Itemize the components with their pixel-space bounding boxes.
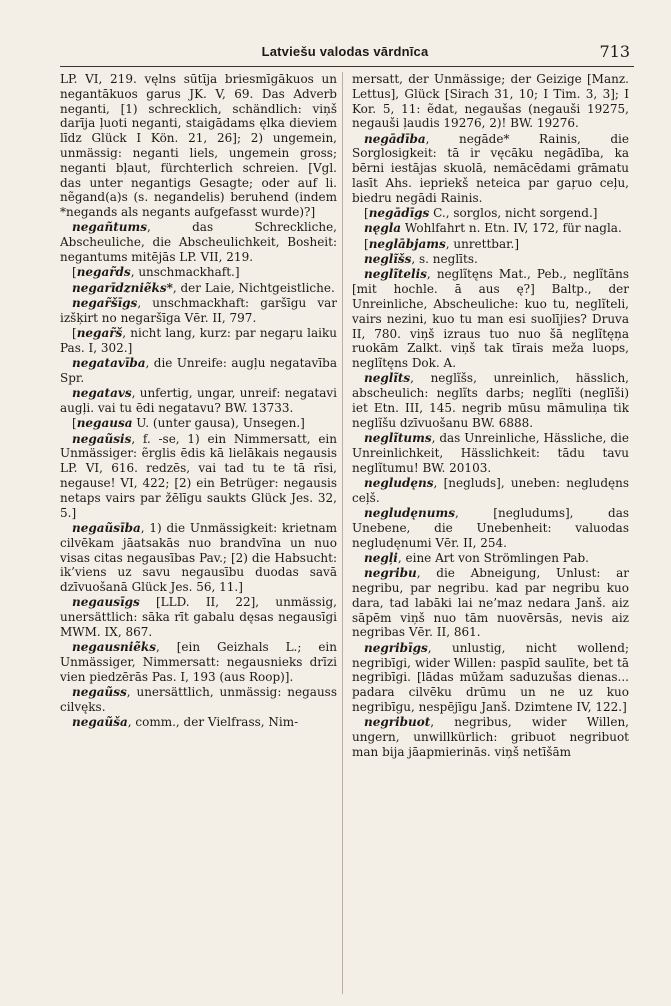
entry-text: nęgla Wohlfahrt n. Etn. IV, 172, für nagla. xyxy=(364,221,622,236)
headword: negausīgs xyxy=(72,595,140,610)
headword: negaũša xyxy=(72,715,128,730)
entry-text: negarīdzniẽks*, der Laie, Nichtgeistliche. xyxy=(72,280,335,295)
headword: negludęnums xyxy=(364,506,455,521)
entry-text: [negar̃ds, unschmackhaft.] xyxy=(72,265,240,280)
entry-text: negribu, die Abneigung, Unlust: ar negribu, par negribu. kad par negribu kuo dara, tad labāki lai ne’maz nedara Janš. aiz sāpēm viņš nuo tām nuovērsās, nevis aiz negribas Vēr. II, 861. xyxy=(352,566,629,640)
entry-text: negatavs, unfertig, ungar, unreif: negatavi augļi. vai tu ēdi negatavu? BW. 13733. xyxy=(60,386,337,416)
headword: neglĩšs xyxy=(364,252,412,267)
headword: negribu xyxy=(364,566,417,581)
headword: negarīdzniẽks* xyxy=(72,280,173,295)
column-divider xyxy=(342,72,343,994)
entry-text: neglĩšs, s. neglīts. xyxy=(364,252,478,267)
headword: negausniẽks xyxy=(72,640,156,655)
entry-text: negribīgs, unlustig, nicht wollend; negribīgi, wider Willen: paspīd saulīte, bet tā negribīgi. [lādas mūžam saduzušas dienas... padara cilvēku drūmu un ne uz kuo negribīgu, nespējīgu Janš. Dzimtene IV, 122.] xyxy=(352,640,629,714)
entry-text: negludęnums, [negludums], das Unebene, die Unebenheit: valuodas negludęnumi Vēr. II, 254. xyxy=(352,506,629,550)
headword: negādība xyxy=(364,131,426,146)
headword: negatavība xyxy=(72,356,146,371)
entry-text: negribuot, negribus, wider Willen, ungern, unwillkürlich: gribuot negribuot man bija jāapmierinās. viņš netīšām xyxy=(352,715,629,759)
entry-text: neglĩtums, das Unreinliche, Hässliche, die Unreinlichkeit, Hässlichkeit: tādu tavu neglĩtumu! BW. 20103. xyxy=(352,431,629,475)
entry-text: negaũša, comm., der Vielfrass, Nim- xyxy=(72,715,299,730)
header-rule xyxy=(60,66,634,67)
headword: negādīgs xyxy=(368,206,430,221)
entry-text: [negausa U. (unter gausa), Unsegen.] xyxy=(72,416,305,431)
headword: neglābjams xyxy=(368,236,446,251)
headword: negaũsība xyxy=(72,520,141,535)
headword: negaũss xyxy=(72,685,127,700)
entry-text: mersatt, der Unmässige; der Geizige [Manz. Lettus], Glück [Sirach 31, 10; I Tim. 3, 3]; I Kor. 5, 11: ẽdat, negaušas (negauši 19275, negauši ļaudis 19276, 2)! BW. 19276. xyxy=(352,72,629,131)
entry-text: negļi, eine Art von Strömlingen Pab. xyxy=(364,551,589,565)
page-number: 713 xyxy=(599,42,630,61)
entry-text: neglĩtelis, neglĩtęns Mat., Peb., neglĩtāns [mit hochle. ā aus ę?] Baltp., der Unreinliche, Abscheuliche: kuo tu, neglĩteli, vairs nezini, kuo tu man esi suolījies? Druva II, 780. viņš izraus tuo nuo šā neglĩtęņa ruokām Zalkt. viņš tak tīrais meža luops, neglĩtęns Dok. A. xyxy=(352,267,629,371)
entry-text: negatavība, die Unreife: augļu negatavība Spr. xyxy=(60,356,337,385)
entry-text: negausniẽks, [ein Geizhals L.; ein Unmässiger, Nimmersatt: negausnieks drīzi vien piedzērās Pas. I, 193 (aus Roop)]. xyxy=(60,640,337,684)
headword: negribuot xyxy=(364,715,431,730)
entry-text: negañtums, das Schreckliche, Abscheuliche, die Abscheulichkeit, Bosheit: negantums mitējās LP. VII, 219. xyxy=(60,220,337,265)
entry-text: [neglābjams, unrettbar.] xyxy=(364,236,520,251)
headword: negar̃ds xyxy=(76,265,131,280)
headword: negļi xyxy=(364,551,398,565)
entry-text: negādība, negāde* Rainis, die Sorglosigkeit: tā ir vęcāku negādība, ka bērni iestājas skuolā, nemācēdami grāmatu lasīt Ahs. iepriekš neteica par gaŗuo ceļu, biedru negādi Rainis. xyxy=(352,131,629,205)
headword: neglĩts xyxy=(364,371,411,386)
headword: negatavs xyxy=(72,386,132,401)
entry-text: [negādīgs C., sorglos, nicht sorgend.] xyxy=(364,206,598,221)
running-title: Latviešu valodas vārdnīca xyxy=(261,44,429,59)
headword: negribīgs xyxy=(364,640,428,655)
headword: negausa xyxy=(76,416,133,431)
right-column xyxy=(352,72,629,992)
entry-text: [negar̃š, nicht lang, kurz: par negaŗu laiku Pas. I, 302.] xyxy=(60,326,337,355)
entry-text: negludęns, [negluds], uneben: negludęns ceļš. xyxy=(352,476,629,505)
headword: nęgla xyxy=(364,221,402,236)
entry-text: neglĩts, neglĩšs, unreinlich, hässlich, abscheulich: neglĩts darbs; neglĩti (neglīši) iet Etn. III, 145. negrib mūsu māmuliņa tik neglĩšu dzīvuošanu BW. 6888. xyxy=(352,371,629,430)
headword: neglĩtelis xyxy=(364,267,427,282)
left-column xyxy=(60,72,337,992)
entry-text: negaũsis, f. -se, 1) ein Nimmersatt, ein Unmässiger: ẽrglis ēdis kā lielākais negausis LP. VI, 616. redzēs, vai tad tu te tā rīsi, negause! VI, 422; [2) ein Betrüger: negausis netaps vairs par žēlīgu saukts Glück Jes. 32, 5.] xyxy=(60,431,337,520)
entry-text: negaũss, unersättlich, unmässig: negauss cilvęks. xyxy=(60,685,337,714)
headword: negaũsis xyxy=(72,431,132,446)
page-header xyxy=(60,44,630,68)
headword: negar̃š xyxy=(76,326,123,341)
headword: negañtums xyxy=(72,220,147,235)
entry-text: negausīgs [LLD. II, 22], unmässig, unersättlich: sāka rīt gabalu dęsas negausīgi MWM. IX, 867. xyxy=(60,595,337,639)
headword: neglĩtums xyxy=(364,431,432,446)
headword: negludęns xyxy=(364,476,434,491)
headword: negar̃šīgs xyxy=(72,295,138,310)
entry-text: negar̃šīgs, unschmackhaft: garšīgu var izšķirt no negaršīga Vēr. II, 797. xyxy=(60,295,337,325)
entry-text: LP. VI, 219. vęlns sūtīja briesmīgākuos un negantākuos garus JK. V, 69. Das Adverb neganti, [1) schrecklich, schändlich: viņš darīja ļuoti neganti, staigādams ęlka dieviem līdz Glück I Kön. 21, 26]; 2) ungemein, unmässig: neganti liels, ungemein gross; neganti bļaut, fürchterlich schreien. [Vgl. das unter negantigs Gesagte; oder auf li. nẽgand(a)s (s. negandelis) beruhend (indem *negands als negants aufgefasst wurde)?] xyxy=(60,72,337,220)
entry-text: negaũsība, 1) die Unmässigkeit: krietnam cilvēkam jāatsakās nuo brandvīna un nuo visas citas negausības Pav.; [2) die Habsucht: ik’viens uz savu negausību duodas savā dzīvuošanā Glück Jes. 56, 11.] xyxy=(60,520,337,595)
